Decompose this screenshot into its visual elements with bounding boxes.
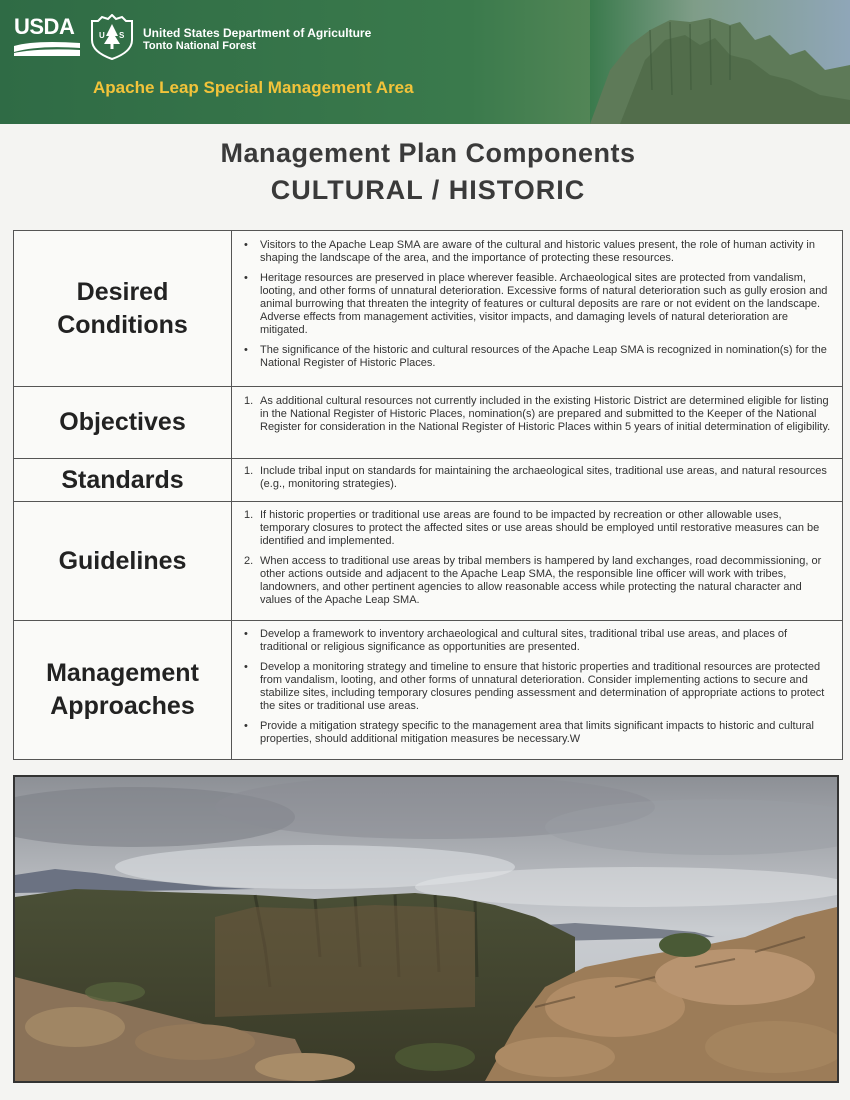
list-item bbox=[240, 720, 832, 746]
item-text: Provide a mitigation strategy specific to the management area that limits significant impacts to historic and cultural properties, should additional mitigation measures be necessary.W bbox=[260, 720, 814, 745]
item-text: The significance of the historic and cultural resources of the Apache Leap SMA is recognized in nomination(s) for the National Register of Historic Places. bbox=[260, 344, 827, 369]
bullet-marker: • bbox=[244, 239, 248, 251]
item-text: As additional cultural resources not currently included in the existing Historic District are determined eligible for listing in the National Register of Historic Places, nomination(s) are prepared and submitted to the Keeper of the National Register for consideration in the National Register of Historic Places within 5 years of initial determination of eligibility. bbox=[260, 395, 831, 433]
list-item bbox=[240, 509, 832, 548]
table-row-standards bbox=[14, 459, 842, 502]
forest-name: Tonto National Forest bbox=[143, 40, 256, 52]
shield-right-letter: S bbox=[119, 31, 125, 40]
number-marker: 1. bbox=[244, 465, 254, 477]
table-row-guidelines bbox=[14, 502, 842, 621]
list-item bbox=[240, 628, 832, 654]
bullet-marker: • bbox=[244, 628, 248, 640]
row-label: Standards bbox=[14, 459, 232, 501]
row-body bbox=[234, 387, 838, 458]
item-text: Heritage resources are preserved in place wherever feasible. Archaeological sites are protected from vandalism, looting, and other forms of unnatural deterioration. Excessive forms of natural deterioration such as gully erosion and animal burrowing that threaten the integrity of features or cultural deposits are rare or not evident on the landscape. Adverse effects from management activities, visitor impacts, and damaging levels of natural deterioration are mitigated. bbox=[260, 272, 828, 336]
row-body bbox=[234, 621, 838, 759]
item-text: Develop a monitoring strategy and timeline to ensure that historic properties and traditional resources are protected from vandalism, looting, and other forms of unnatural deterioration. Consider implementing actions to secure and stabilize sites, including temporary closures pending assessment and determination of appropriate actions to protect the sites or traditional use areas. bbox=[260, 661, 825, 712]
item-text: When access to traditional use areas by tribal members is hampered by land exchanges, road decommissioning, or other actions outside and adjacent to the Apache Leap SMA, the responsible line officer will work with tribes, landowners, and other pertinent agencies to allow reasonable access while protecting the natural character and values of the Apache Leap SMA. bbox=[260, 555, 822, 606]
item-text: Visitors to the Apache Leap SMA are aware of the cultural and historic values present, the role of human activity in shaping the landscape of the area, and the importance of protecting these resources. bbox=[260, 239, 815, 264]
list-item bbox=[240, 555, 832, 607]
row-label: Management Approaches bbox=[14, 621, 232, 759]
item-text: Develop a framework to inventory archaeological and cultural sites, traditional tribal use areas, and places of traditional or religious significance as opportunities are presented. bbox=[260, 628, 788, 653]
page-subtitle: CULTURAL / HISTORIC bbox=[270, 175, 586, 205]
table-row-desired-conditions bbox=[14, 231, 842, 387]
table-row-objectives bbox=[14, 387, 842, 459]
item-text: Include tribal input on standards for maintaining the archaeological sites, traditional use areas, and natural resources (e.g., monitoring strategies). bbox=[260, 465, 827, 490]
usda-logo bbox=[14, 14, 80, 58]
landscape-photo bbox=[13, 775, 839, 1083]
plan-components-table bbox=[13, 230, 843, 760]
usda-logo-text: USDA bbox=[14, 14, 75, 39]
bullet-marker: • bbox=[244, 272, 248, 284]
header-banner bbox=[0, 0, 850, 124]
bullet-marker: • bbox=[244, 344, 248, 356]
bullet-marker: • bbox=[244, 720, 248, 732]
shield-left-letter: U bbox=[99, 31, 105, 40]
table-row-management-approaches bbox=[14, 621, 842, 759]
usda-swoosh-icon bbox=[14, 40, 80, 58]
page-title: Management Plan Components bbox=[220, 138, 636, 168]
area-title: Apache Leap Special Management Area bbox=[93, 78, 414, 97]
list-item bbox=[240, 661, 832, 713]
list-item bbox=[240, 272, 832, 337]
item-text: If historic properties or traditional use areas are found to be impacted by recreation or other allowable uses, temporary closures to protect the affected sites or use areas should be employed until restorative measures can be identified and implemented. bbox=[260, 509, 820, 547]
row-body bbox=[234, 502, 838, 620]
list-item bbox=[240, 344, 832, 370]
number-marker: 1. bbox=[244, 395, 254, 407]
row-label: Objectives bbox=[14, 387, 232, 458]
cliff-landscape-image bbox=[590, 0, 850, 124]
desert-cliff-photo-image bbox=[15, 777, 837, 1081]
number-marker: 2. bbox=[244, 555, 254, 567]
list-item bbox=[240, 465, 832, 491]
number-marker: 1. bbox=[244, 509, 254, 521]
row-label: Desired Conditions bbox=[14, 231, 232, 386]
bullet-marker: • bbox=[244, 661, 248, 673]
row-body bbox=[234, 231, 838, 386]
list-item bbox=[240, 239, 832, 265]
row-label: Guidelines bbox=[14, 502, 232, 620]
department-name: United States Department of Agriculture bbox=[143, 26, 372, 40]
forest-service-shield-icon bbox=[90, 14, 134, 60]
list-item bbox=[240, 395, 832, 434]
row-body bbox=[234, 459, 838, 501]
